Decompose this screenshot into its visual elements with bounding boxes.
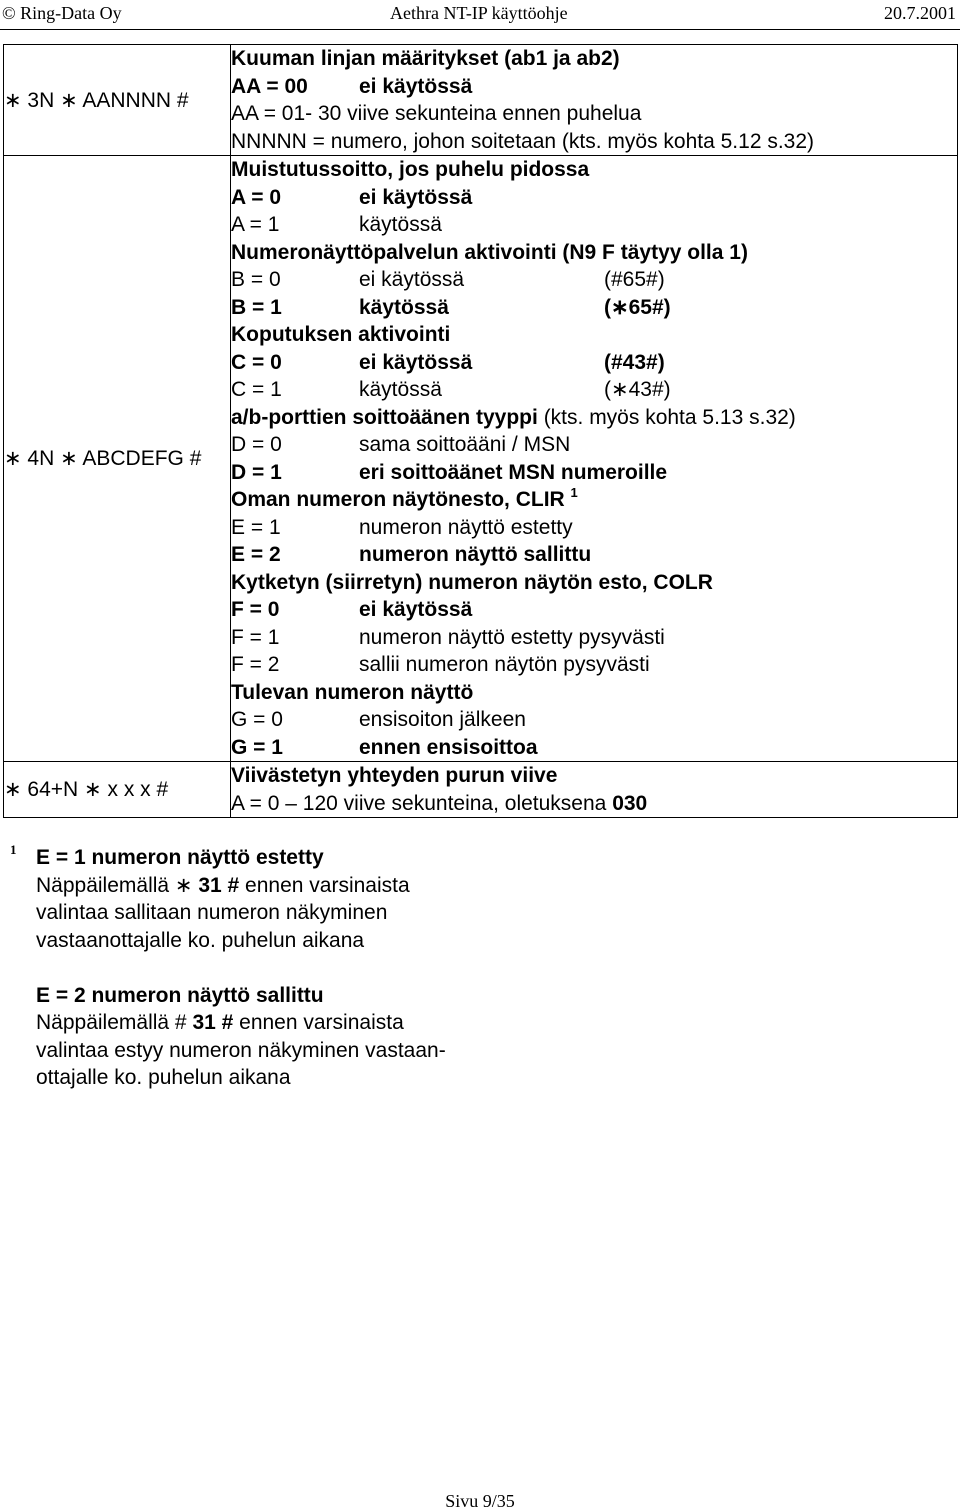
option-line: F = 0 ei käytössä	[231, 598, 473, 621]
option-line: AA = 01- 30 viive sekunteina ennen puhelua	[231, 102, 642, 125]
footnote-line: valintaa estyy numeron näkyminen vastaan-	[36, 1038, 446, 1062]
code-cell: ∗ 64+N ∗ x x x #	[4, 762, 231, 818]
option-line: F = 1 numeron näyttö estetty pysyvästi	[231, 625, 665, 649]
option-line: B = 0 ei käytössä (#65#)	[231, 268, 665, 291]
option-line: E = 2 numeron näyttö sallittu	[231, 543, 592, 566]
footnote-title: E = 1 numeron näyttö estetty	[36, 846, 324, 869]
settings-table	[3, 44, 958, 818]
page-number: Sivu 9/35	[445, 1491, 515, 1511]
footnote-reference: 1	[570, 485, 578, 500]
section-title: Oman numeron näytönesto, CLIR $^1$	[231, 485, 578, 511]
footnote-marker: 1	[10, 842, 17, 857]
option-line: G = 0 ensisoiton jälkeen	[231, 708, 526, 731]
option-line: B = 1 käytössä (∗65#)	[231, 295, 671, 319]
description-cell	[231, 45, 958, 156]
table-row	[4, 762, 958, 818]
option-line: AA = 00 ei käytössä	[231, 74, 473, 98]
section-title: Muistutussoitto, jos puhelu pidossa	[231, 158, 590, 181]
section-title: Kuuman linjan määritykset (ab1 ja ab2)	[231, 47, 620, 70]
footnote	[10, 844, 446, 1092]
header-company: © Ring-Data Oy	[2, 3, 122, 23]
option-line: D = 0 sama soittoääni / MSN	[231, 433, 571, 456]
option-line: F = 2 sallii numeron näytön pysyvästi	[231, 653, 650, 676]
header-rule	[0, 29, 960, 30]
footnote-line: Näppäilemällä # 31 # ennen varsinaista	[36, 1011, 404, 1034]
option-line: A = 1 käytössä	[231, 213, 442, 236]
option-line: C = 0 ei käytössä (#43#)	[231, 350, 665, 374]
option-line: A = 0 ei käytössä	[231, 185, 473, 209]
footnote-title: E = 2 numeron näyttö sallittu	[36, 983, 324, 1007]
footnote-line: ottajalle ko. puhelun aikana	[36, 1066, 291, 1089]
section-title: Numeronäyttöpalvelun aktivointi (N9 F täytyy olla 1)	[231, 240, 748, 264]
option-line: E = 1 numeron näyttö estetty	[231, 515, 573, 539]
table-row	[4, 45, 958, 156]
section-title: Viivästetyn yhteyden purun viive	[231, 764, 558, 787]
option-line: A = 0 – 120 viive sekunteina, oletuksena 030	[231, 791, 648, 815]
footnote-line: Näppäilemällä ∗ 31 # ennen varsinaista	[36, 873, 410, 897]
header-document-title: Aethra NT-IP käyttöohje	[390, 3, 568, 23]
option-line: NNNNN = numero, johon soitetaan (kts. myös kohta 5.12 s.32)	[231, 129, 815, 153]
section-title: Tulevan numeron näyttö	[231, 680, 474, 704]
header-date: 20.7.2001	[884, 3, 956, 23]
description-cell	[231, 156, 958, 762]
table-row	[4, 156, 958, 762]
code-cell: ∗ 4N ∗ ABCDEFG #	[4, 156, 231, 762]
section-title: Kytketyn (siirretyn) numeron näytön esto, COLR	[231, 570, 713, 594]
footnote-line: valintaa sallitaan numeron näkyminen	[36, 901, 388, 924]
description-cell	[231, 762, 958, 818]
option-line: D = 1 eri soittoäänet MSN numeroille	[231, 460, 668, 484]
section-title: a/b-porttien soittoäänen tyyppi (kts. myös kohta 5.13 s.32)	[231, 405, 796, 429]
option-line: G = 1 ennen ensisoittoa	[231, 735, 538, 759]
code-cell: ∗ 3N ∗ AANNNN #	[4, 45, 231, 156]
footnote-line: vastaanottajalle ko. puhelun aikana	[36, 928, 365, 952]
section-title: Koputuksen aktivointi	[231, 323, 451, 346]
option-line: C = 1 käytössä (∗43#)	[231, 378, 671, 401]
